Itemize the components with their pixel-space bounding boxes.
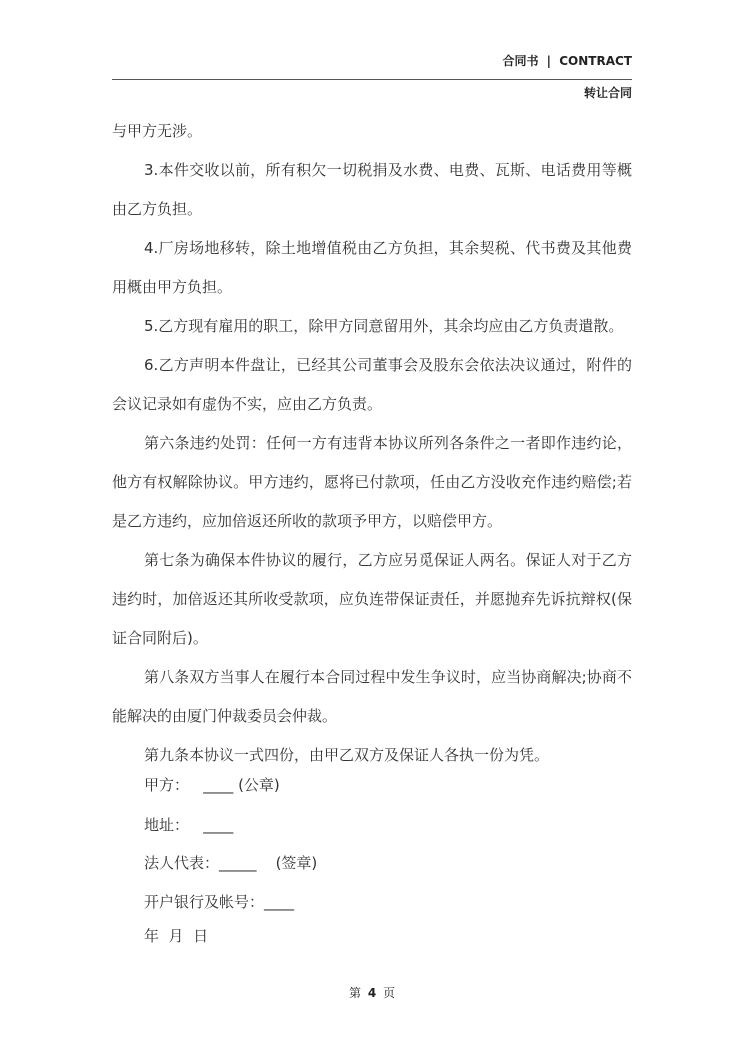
page-number [0, 984, 744, 1001]
header-divider [112, 79, 632, 80]
brand-label-en: CONTRACT [559, 54, 632, 68]
page-suffix: 页 [383, 986, 396, 1000]
paragraph: 5.乙方现有雇用的职工，除甲方同意留用外，其余均应由乙方负责遣散。 [144, 317, 624, 335]
brand-label: 合同书 [502, 54, 539, 68]
page-number-value: 4 [367, 986, 377, 1000]
header-subtitle: 转让合同 [583, 86, 632, 100]
paragraph: 3.本件交收以前，所有积欠一切税捐及水费、电费、瓦斯、电话费用等概由乙方负担。 [112, 161, 632, 218]
bank-account-line: 开户银行及帐号：____ [144, 893, 295, 911]
date-line: 年 月 日 [144, 927, 209, 945]
party-a-line: 甲方： ____ (公章) [144, 776, 280, 794]
legal-rep-line: 法人代表：_____ (签章) [144, 854, 318, 872]
paragraph: 4.厂房场地移转，除土地增值税由乙方负担，其余契税、代书费及其他费用概由甲方负担。 [112, 239, 632, 296]
paragraph: 第九条本协议一式四份，由甲乙双方及保证人各执一份为凭。 [144, 746, 550, 764]
paragraph: 与甲方无涉。 [112, 122, 203, 140]
paragraph: 第七条为确保本件协议的履行，乙方应另觅保证人两名。保证人对于乙方违约时，加倍返还其所收受款项，应负连带保证责任，并愿抛弃先诉抗辩权(保证合同附后)。 [112, 551, 632, 647]
brand-separator: | [546, 54, 552, 68]
header-brand [502, 52, 632, 69]
paragraph: 6.乙方声明本件盘让，已经其公司董事会及股东会依法决议通过，附件的会议记录如有虚伪不实，应由乙方负责。 [112, 356, 632, 413]
paragraph: 第八条双方当事人在履行本合同过程中发生争议时，应当协商解决;协商不能解决的由厦门仲裁委员会仲裁。 [112, 668, 632, 725]
paragraph: 第六条违约处罚：任何一方有违背本协议所列各条件之一者即作违约论，他方有权解除协议。甲方违约，愿将已付款项，任由乙方没收充作违约赔偿;若是乙方违约，应加倍返还所收的款项予甲方，以赔偿甲方。 [112, 434, 632, 530]
contract-body [112, 112, 632, 775]
address-line: 地址： ____ [144, 816, 234, 834]
page-prefix: 第 [348, 986, 361, 1000]
